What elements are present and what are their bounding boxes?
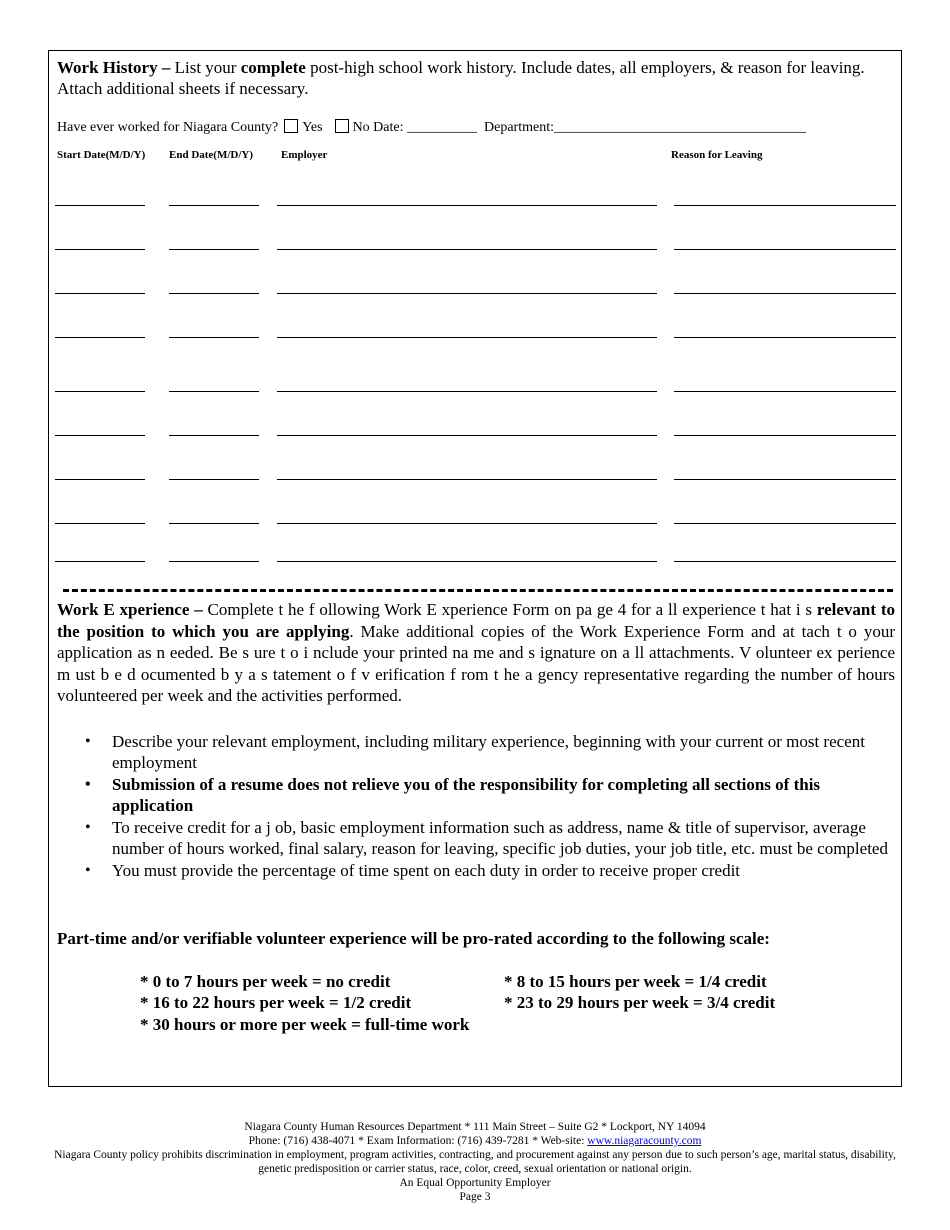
col-reason-for-leaving: Reason for Leaving (671, 149, 763, 161)
start-date-field[interactable] (55, 205, 145, 206)
yes-checkbox[interactable] (284, 119, 298, 133)
scale-title: Part-time and/or verifiable volunteer experience will be pro-rated according to the following scale: (57, 929, 770, 948)
footer-eoe: An Equal Opportunity Employer (399, 1177, 551, 1189)
employer-field[interactable] (277, 337, 657, 338)
employer-field[interactable] (277, 479, 657, 480)
work-history-heading: Work History – (57, 58, 171, 77)
reason-field[interactable] (674, 337, 896, 338)
reason-field[interactable] (674, 293, 896, 294)
end-date-field[interactable] (169, 205, 259, 206)
start-date-field[interactable] (55, 293, 145, 294)
col-end-date: End Date(M/D/Y) (169, 149, 254, 161)
start-date-field[interactable] (55, 249, 145, 250)
list-item: • Submission of a resume does not relieve you of the responsibility for completing all sections of this application (57, 774, 897, 816)
reason-field[interactable] (674, 391, 896, 392)
employer-field[interactable] (277, 205, 657, 206)
date-field[interactable]: __________ (407, 120, 477, 135)
reason-field[interactable] (674, 561, 896, 562)
instructions-list (57, 731, 897, 882)
reason-field[interactable] (674, 479, 896, 480)
end-date-field[interactable] (169, 249, 259, 250)
employer-field[interactable] (277, 249, 657, 250)
list-item: • To receive credit for a j ob, basic employment information such as address, name & title of supervisor, average number of hours worked, final salary, reason for leaving, specific job duties, your job title, etc. must be completed (57, 817, 897, 859)
start-date-field[interactable] (55, 479, 145, 480)
footer-policy: Niagara County policy prohibits discrimination in employment, program activities, contracting, and procurement against any person due to such person’s age, marital status, disability, genetic predisposition or carrier status, race, color, creed, sexual orientation or national origin. (54, 1149, 896, 1175)
scale-item: * 8 to 15 hours per week = 1/4 credit (504, 972, 767, 991)
scale-item: * 16 to 22 hours per week = 1/2 credit (140, 993, 412, 1012)
section-divider (63, 589, 893, 592)
start-date-field[interactable] (55, 523, 145, 524)
employer-field[interactable] (277, 391, 657, 392)
work-experience-paragraph: Work E xperience – Complete t he f ollowing Work E xperience Form on pa ge 4 for a ll experience t hat i s relevant to the position to which you are applying. Make additional copies of the Work Experience Form and at tach t o your application as n eeded. Be s ure t o i nclude your printed na me and s ignature on a ll attachments. V olunteer ex perience m ust b e d ocumented b y a s tatement o f v erification f rom t he a gency representative regarding the number of hours volunteered per week and the activities performed. (57, 600, 895, 705)
footer-contact: Phone: (716) 438-4071 * Exam Information: (716) 439-7281 * Web-site: www.niagaracounty.com (248, 1135, 702, 1147)
col-employer: Employer (281, 149, 328, 161)
reason-field[interactable] (674, 205, 896, 206)
end-date-field[interactable] (169, 561, 259, 562)
employer-field[interactable] (277, 561, 657, 562)
employer-field[interactable] (277, 435, 657, 436)
end-date-field[interactable] (169, 479, 259, 480)
no-checkbox[interactable] (335, 119, 349, 133)
reason-field[interactable] (674, 249, 896, 250)
start-date-field[interactable] (55, 561, 145, 562)
scale-item: * 30 hours or more per week = full-time work (140, 1015, 470, 1034)
reason-field[interactable] (674, 435, 896, 436)
website-link[interactable]: www.niagaracounty.com (587, 1135, 702, 1147)
list-item: • Describe your relevant employment, including military experience, beginning with your current or most recent employment (57, 731, 897, 773)
scale-item: * 23 to 29 hours per week = 3/4 credit (504, 993, 776, 1012)
reason-field[interactable] (674, 523, 896, 524)
page-footer (40, 1120, 910, 1204)
work-history-intro: Work History – List your complete post-high school work history. Include dates, all employers, & reason for leaving. Attach additional sheets if necessary. (57, 58, 865, 98)
form-frame (48, 50, 902, 1087)
footer-address: Niagara County Human Resources Department * 111 Main Street – Suite G2 * Lockport, NY 14094 (244, 1121, 706, 1133)
start-date-field[interactable] (55, 337, 145, 338)
work-experience-heading: Work E xperience – (57, 600, 203, 619)
end-date-field[interactable] (169, 435, 259, 436)
col-start-date: Start Date(M/D/Y) (57, 149, 146, 161)
end-date-field[interactable] (169, 523, 259, 524)
end-date-field[interactable] (169, 293, 259, 294)
start-date-field[interactable] (55, 435, 145, 436)
department-field[interactable]: ____________________________________ (553, 120, 806, 135)
start-date-field[interactable] (55, 391, 145, 392)
employer-field[interactable] (277, 293, 657, 294)
end-date-field[interactable] (169, 337, 259, 338)
list-item: • You must provide the percentage of time spent on each duty in order to receive proper credit (57, 860, 897, 881)
end-date-field[interactable] (169, 391, 259, 392)
employer-field[interactable] (277, 523, 657, 524)
scale-item: * 0 to 7 hours per week = no credit (140, 972, 391, 991)
page-number: Page 3 (459, 1191, 491, 1203)
county-employment-question: Have ever worked for Niagara County? Yes No Date: __________ Department:____________________________________ (57, 120, 806, 135)
